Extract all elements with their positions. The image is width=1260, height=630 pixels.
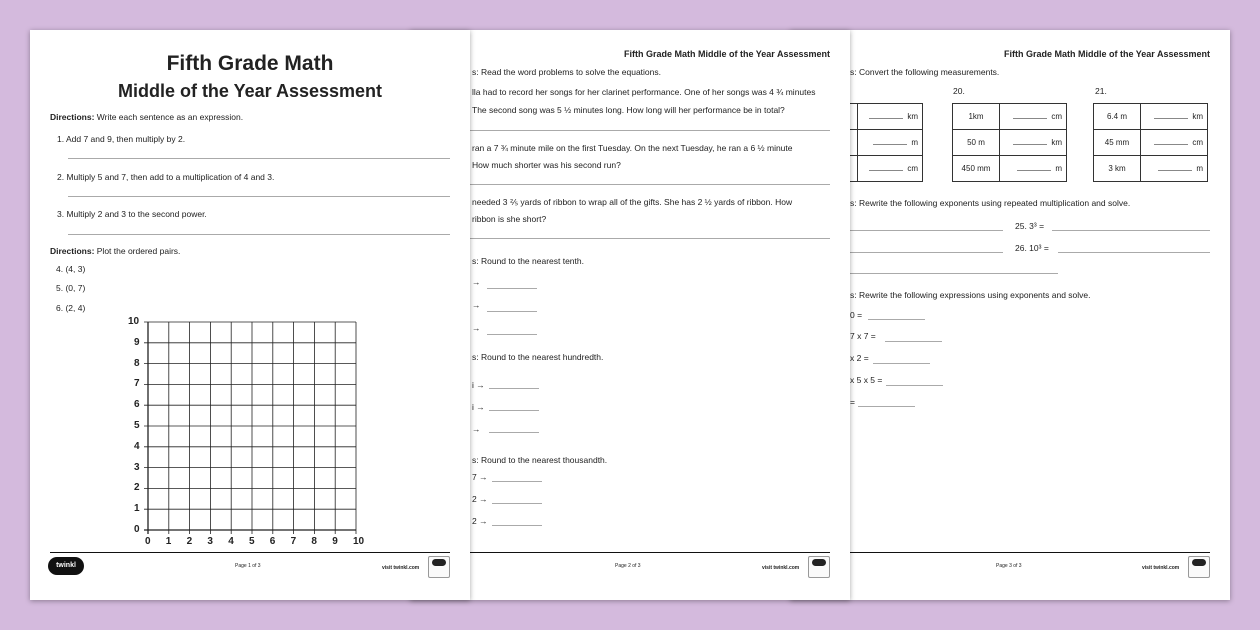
title-line-2: Middle of the Year Assessment <box>117 81 383 101</box>
x-axis-label: 10 <box>353 536 365 547</box>
answer-line-26[interactable] <box>1058 252 1210 253</box>
round-item: → <box>472 300 481 310</box>
x-axis-label: 4 <box>228 536 234 547</box>
word-problem-3: needed 3 ⅖ yards of ribbon to wrap all of the gifts. She has 2 ½ yards of ribbon. How <box>472 197 793 207</box>
expression-item: 7 x 7 = <box>850 331 876 341</box>
visit-link[interactable]: visit twinkl.com <box>762 565 800 571</box>
y-axis-label: 7 <box>134 378 140 390</box>
directions-expressions: Directions: Write each sentence as an expression. <box>50 112 244 122</box>
x-axis-label: 7 <box>290 536 297 547</box>
x-axis-label: 8 <box>311 536 317 547</box>
directions-word-problems: s: Read the word problems to solve the equations. <box>472 67 661 77</box>
answer-line-25[interactable] <box>1052 230 1210 231</box>
round-item: → <box>472 323 481 333</box>
x-axis-label: 1 <box>165 536 172 547</box>
round-item: → <box>472 424 481 434</box>
round-item: 2 → <box>472 494 488 504</box>
question-2: 2. Multiply 5 and 7, then add to a multiplication of 4 and 3. <box>57 172 275 182</box>
ordered-pair-5: 5. (0, 7) <box>56 283 86 293</box>
y-axis-label: 0 <box>134 524 140 535</box>
answer-line[interactable] <box>468 184 830 185</box>
answer-line[interactable] <box>468 130 830 131</box>
x-axis-label: 6 <box>269 536 276 547</box>
directions-exponents: s: Rewrite the following exponents using repeated multiplication and solve. <box>850 198 1131 208</box>
y-axis-label: 4 <box>134 440 140 452</box>
word-problem-3-cont: ribbon is she short? <box>472 214 547 224</box>
ordered-pair-6: 6. (2, 4) <box>56 303 86 313</box>
word-problem-2-cont: How much shorter was his second run? <box>472 160 621 170</box>
directions-convert: s: Convert the following measurements. <box>850 67 1000 77</box>
round-item: i → <box>472 402 485 412</box>
round-item: i → <box>472 380 485 390</box>
x-axis-label: 9 <box>332 536 338 547</box>
question-26: 26. 10³ = <box>1015 243 1049 253</box>
round-item: 2 → <box>472 516 488 526</box>
worksheet-page-1 <box>30 30 470 600</box>
coordinate-grid[interactable] <box>30 30 470 560</box>
y-axis-label: 9 <box>134 336 140 348</box>
y-axis-label: 6 <box>134 399 140 411</box>
page-header: Fifth Grade Math Middle of the Year Assessment <box>1003 49 1210 59</box>
round-item: 7 → <box>472 472 488 482</box>
expression-item: 0 = <box>850 310 863 320</box>
title-line-1: Fifth Grade Math <box>166 52 334 75</box>
expression-item: x 5 x 5 = <box>850 375 883 385</box>
answer-line[interactable] <box>468 238 830 239</box>
y-axis-label: 5 <box>134 420 140 431</box>
table-20-label: 20. <box>953 86 965 96</box>
round-item: → <box>472 277 481 287</box>
visit-link[interactable]: visit twinkl.com <box>1142 565 1180 571</box>
directions-hundredth: s: Round to the nearest hundredth. <box>472 352 604 362</box>
directions-tenth: s: Round to the nearest tenth. <box>472 256 584 266</box>
footer-rule <box>430 552 830 553</box>
y-axis-label: 1 <box>134 503 140 515</box>
word-problem-1-cont: The second song was 5 ½ minutes long. How long will her performance be in total? <box>472 105 785 115</box>
y-axis-label: 8 <box>134 357 140 369</box>
quality-badge-icon <box>1188 556 1210 578</box>
page-number: Page 3 of 3 <box>996 563 1022 569</box>
worksheet-page-2 <box>410 30 850 600</box>
expression-item: x 2 = <box>850 353 869 363</box>
word-problem-1: lla had to record her songs for her clarinet performance. One of her songs was 4 ¾ minutes <box>472 87 816 97</box>
word-problem-2: ran a 7 ¾ minute mile on the first Tuesday. On the next Tuesday, he ran a 6 ½ minute <box>472 143 793 153</box>
expression-item: = <box>850 397 855 407</box>
conversion-table-21: 6.4 m km 45 mm cm 3 km m <box>1093 103 1208 182</box>
worksheet-page-3 <box>790 30 1230 600</box>
page-header: Fifth Grade Math Middle of the Year Assessment <box>623 49 830 59</box>
y-axis-label: 3 <box>134 461 140 473</box>
question-1: 1. Add 7 and 9, then multiply by 2. <box>57 134 186 144</box>
table-21-label: 21. <box>1095 86 1107 96</box>
y-axis-label: 10 <box>128 316 140 327</box>
x-axis-label: 5 <box>249 536 255 547</box>
page-number: Page 2 of 3 <box>615 563 641 569</box>
x-axis-label: 3 <box>207 536 213 547</box>
x-axis-label: 0 <box>145 536 151 547</box>
question-25: 25. 3³ = <box>1015 221 1045 231</box>
page-number: Page 1 of 3 <box>235 563 261 569</box>
y-axis-label: 2 <box>134 482 140 494</box>
quality-badge-icon <box>808 556 830 578</box>
footer-rule <box>50 552 450 553</box>
visit-link[interactable]: visit twinkl.com <box>382 565 420 571</box>
ordered-pair-4: 4. (4, 3) <box>56 264 86 274</box>
footer-rule <box>810 552 1210 553</box>
x-axis-label: 2 <box>186 536 193 547</box>
conversion-table-20: 1km cm 50 m km 450 mm m <box>952 103 1067 182</box>
question-3: 3. Multiply 2 and 3 to the second power. <box>57 209 207 219</box>
directions-plot: Directions: Plot the ordered pairs. <box>50 246 181 256</box>
twinkl-logo: twinkl <box>48 557 84 575</box>
quality-badge-icon <box>428 556 450 578</box>
directions-expressions: s: Rewrite the following expressions using exponents and solve. <box>850 290 1091 300</box>
directions-thousandth: s: Round to the nearest thousandth. <box>472 455 608 465</box>
conversion-table-19: km m cm <box>847 103 923 182</box>
